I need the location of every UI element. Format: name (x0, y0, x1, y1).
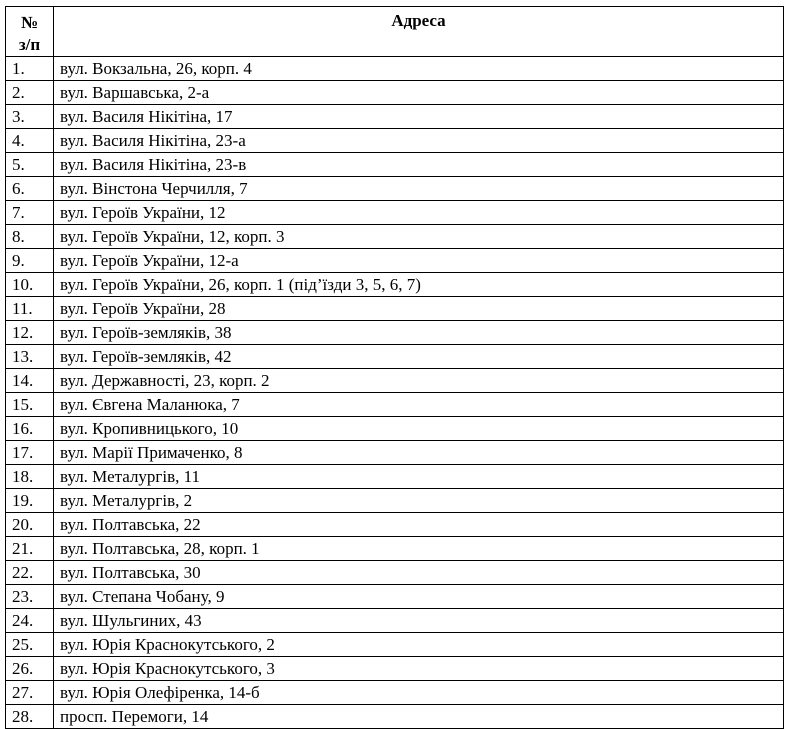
address-cell: вул. Полтавська, 30 (54, 561, 784, 585)
address-cell: вул. Героїв-земляків, 42 (54, 345, 784, 369)
row-number-cell: 5. (6, 153, 54, 177)
row-number-cell: 8. (6, 225, 54, 249)
table-row (6, 513, 784, 537)
table-row (6, 465, 784, 489)
row-number-cell: 21. (6, 537, 54, 561)
row-number-cell: 19. (6, 489, 54, 513)
table-row (6, 345, 784, 369)
table-row (6, 321, 784, 345)
address-cell: вул. Героїв України, 12-а (54, 249, 784, 273)
table-row (6, 177, 784, 201)
address-cell: вул. Героїв-земляків, 38 (54, 321, 784, 345)
table-header-row (6, 7, 784, 57)
table-row (6, 441, 784, 465)
table-row (6, 225, 784, 249)
address-cell: вул. Варшавська, 2-а (54, 81, 784, 105)
address-cell: вул. Металургів, 11 (54, 465, 784, 489)
table-row (6, 609, 784, 633)
row-number-cell: 11. (6, 297, 54, 321)
row-number-cell: 28. (6, 705, 54, 729)
address-cell: вул. Полтавська, 22 (54, 513, 784, 537)
address-cell: вул. Юрія Олефіренка, 14-б (54, 681, 784, 705)
address-cell: вул. Марії Примаченко, 8 (54, 441, 784, 465)
address-cell: вул. Юрія Краснокутського, 3 (54, 657, 784, 681)
table-row (6, 81, 784, 105)
number-column-header (6, 7, 54, 57)
table-row (6, 297, 784, 321)
table-row (6, 633, 784, 657)
address-cell: вул. Вінстона Черчилля, 7 (54, 177, 784, 201)
table-row (6, 105, 784, 129)
row-number-cell: 9. (6, 249, 54, 273)
address-cell: вул. Василя Нікітіна, 23-в (54, 153, 784, 177)
table-row (6, 201, 784, 225)
row-number-cell: 24. (6, 609, 54, 633)
table-row (6, 273, 784, 297)
row-number-cell: 26. (6, 657, 54, 681)
table-row (6, 249, 784, 273)
row-number-cell: 18. (6, 465, 54, 489)
table-row (6, 489, 784, 513)
address-cell: вул. Героїв України, 28 (54, 297, 784, 321)
row-number-cell: 16. (6, 417, 54, 441)
row-number-cell: 15. (6, 393, 54, 417)
table-row (6, 561, 784, 585)
row-number-cell: 7. (6, 201, 54, 225)
address-cell: вул. Героїв України, 12, корп. 3 (54, 225, 784, 249)
table-row (6, 129, 784, 153)
row-number-cell: 23. (6, 585, 54, 609)
table-row (6, 417, 784, 441)
row-number-cell: 13. (6, 345, 54, 369)
table-row (6, 369, 784, 393)
row-number-cell: 2. (6, 81, 54, 105)
row-number-cell: 12. (6, 321, 54, 345)
address-cell: просп. Перемоги, 14 (54, 705, 784, 729)
address-cell: вул. Кропивницького, 10 (54, 417, 784, 441)
address-cell: вул. Вокзальна, 26, корп. 4 (54, 57, 784, 81)
row-number-cell: 1. (6, 57, 54, 81)
table-row (6, 681, 784, 705)
table-row (6, 57, 784, 81)
address-cell: вул. Шульгиних, 43 (54, 609, 784, 633)
table-row (6, 585, 784, 609)
row-number-cell: 6. (6, 177, 54, 201)
row-number-cell: 27. (6, 681, 54, 705)
address-cell: вул. Євгена Маланюка, 7 (54, 393, 784, 417)
row-number-cell: 25. (6, 633, 54, 657)
table-row (6, 153, 784, 177)
address-cell: вул. Полтавська, 28, корп. 1 (54, 537, 784, 561)
row-number-cell: 3. (6, 105, 54, 129)
address-cell: вул. Металургів, 2 (54, 489, 784, 513)
table-body (6, 57, 784, 729)
table-row (6, 537, 784, 561)
address-column-header: Адреса (54, 7, 784, 57)
address-cell: вул. Юрія Краснокутського, 2 (54, 633, 784, 657)
row-number-cell: 20. (6, 513, 54, 537)
address-cell: вул. Державності, 23, корп. 2 (54, 369, 784, 393)
row-number-cell: 4. (6, 129, 54, 153)
table-row (6, 705, 784, 729)
address-cell: вул. Героїв України, 26, корп. 1 (під’їзди 3, 5, 6, 7) (54, 273, 784, 297)
table-row (6, 393, 784, 417)
number-header-abbr: з/п (18, 35, 41, 54)
address-table (5, 6, 784, 729)
address-cell: вул. Василя Нікітіна, 23-а (54, 129, 784, 153)
row-number-cell: 22. (6, 561, 54, 585)
address-cell: вул. Василя Нікітіна, 17 (54, 105, 784, 129)
row-number-cell: 17. (6, 441, 54, 465)
row-number-cell: 14. (6, 369, 54, 393)
table-row (6, 657, 784, 681)
address-cell: вул. Степана Чобану, 9 (54, 585, 784, 609)
number-header-symbol: № (20, 13, 39, 32)
address-cell: вул. Героїв України, 12 (54, 201, 784, 225)
row-number-cell: 10. (6, 273, 54, 297)
